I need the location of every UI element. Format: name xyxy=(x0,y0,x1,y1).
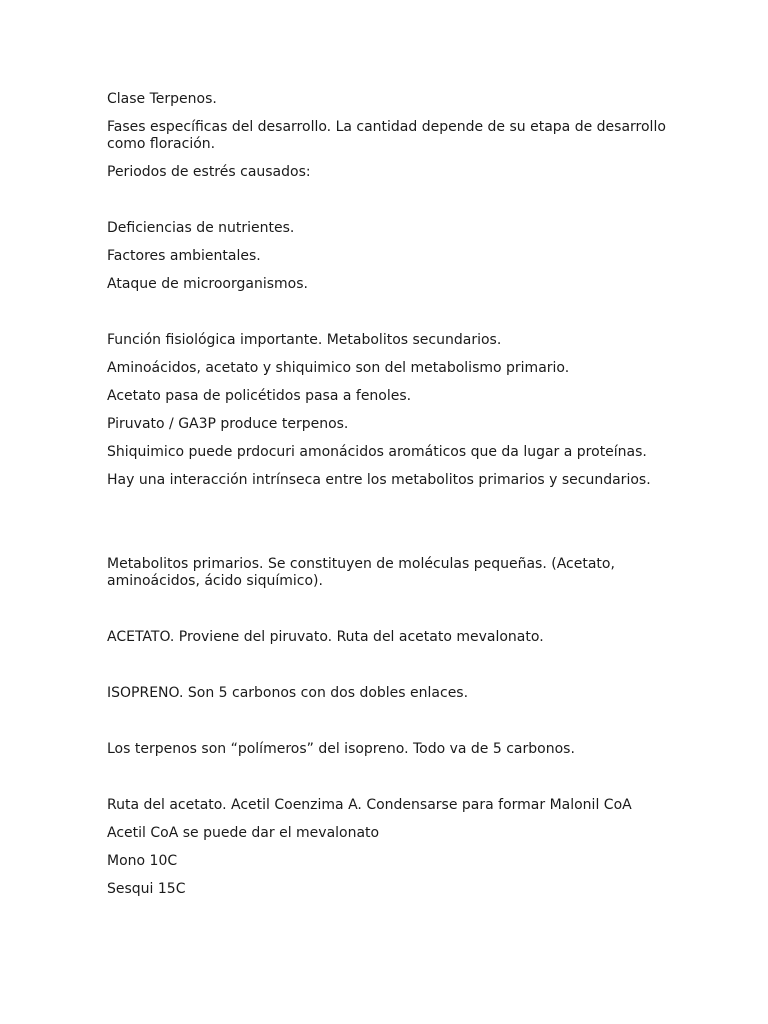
document-paragraph: Ruta del acetato. Acetil Coenzima A. Condensarse para formar Malonil CoA xyxy=(107,797,632,813)
document-page xyxy=(107,91,682,898)
document-paragraph: Metabolitos primarios. Se constituyen de moléculas pequeñas. (Acetato, aminoácidos, ácido siquímico). xyxy=(107,556,615,589)
document-paragraph: Sesqui 15C xyxy=(107,881,186,897)
document-paragraph: Mono 10C xyxy=(107,853,178,869)
document-paragraph: Periodos de estrés causados: xyxy=(107,164,311,180)
document-paragraph: Clase Terpenos. xyxy=(107,91,217,107)
document-paragraph: ACETATO. Proviene del piruvato. Ruta del acetato mevalonato. xyxy=(107,629,544,645)
document-paragraph: Factores ambientales. xyxy=(107,248,261,264)
document-paragraph: Aminoácidos, acetato y shiquimico son del metabolismo primario. xyxy=(107,360,570,376)
document-paragraph: Función fisiológica importante. Metabolitos secundarios. xyxy=(107,332,502,348)
document-paragraph: Shiquimico puede prdocuri amonácidos aromáticos que da lugar a proteínas. xyxy=(107,444,647,460)
document-paragraph: Los terpenos son “polímeros” del isopreno. Todo va de 5 carbonos. xyxy=(107,741,575,757)
document-paragraph: Hay una interacción intrínseca entre los metabolitos primarios y secundarios. xyxy=(107,472,651,488)
document-paragraph: Ataque de microorganismos. xyxy=(107,276,308,292)
document-paragraph: Fases específicas del desarrollo. La cantidad depende de su etapa de desarrollo como floración. xyxy=(107,119,666,152)
document-paragraph: Piruvato / GA3P produce terpenos. xyxy=(107,416,349,432)
document-paragraph: Acetil CoA se puede dar el mevalonato xyxy=(107,825,380,841)
document-paragraph: ISOPRENO. Son 5 carbonos con dos dobles enlaces. xyxy=(107,685,469,701)
document-paragraph: Acetato pasa de policétidos pasa a fenoles. xyxy=(107,388,412,404)
document-paragraph: Deficiencias de nutrientes. xyxy=(107,220,295,236)
